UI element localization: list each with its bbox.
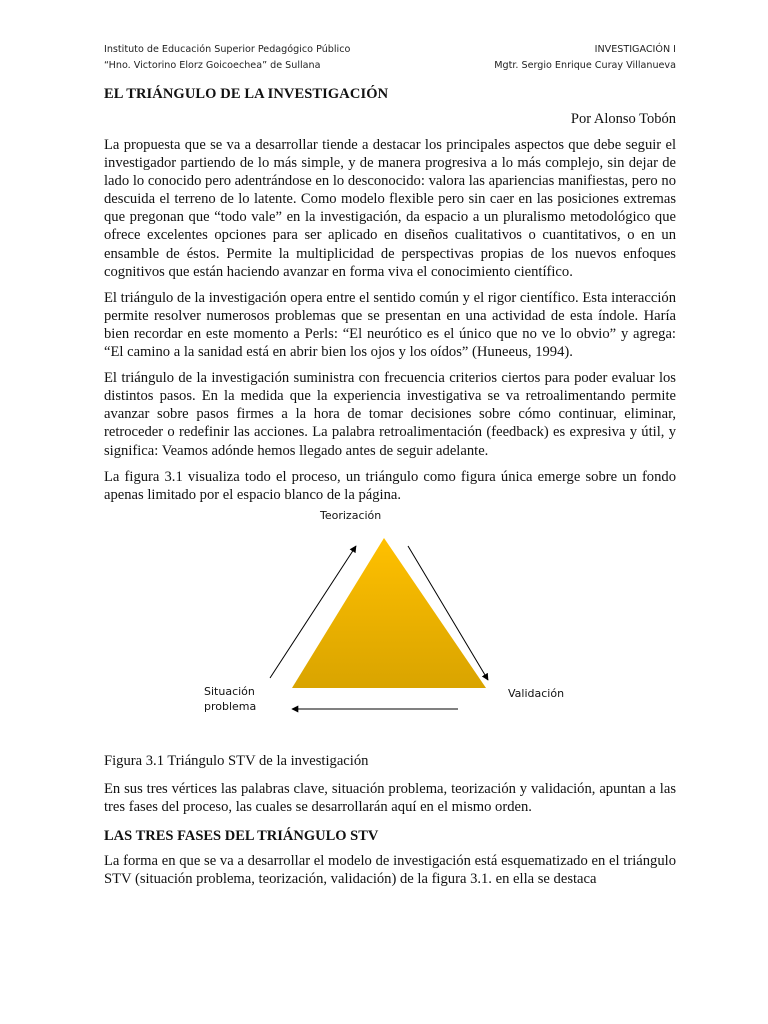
paragraph-intro: La propuesta que se va a desarrollar tiende a destacar los principales aspectos que debe seguir el investigador partiendo de lo más simple, y de manera progresiva a lo más complejo, sin dejar de lado lo conocido pero adentrándose en lo desconocido: valora las apariencias manifiestas, pero no descuida el terreno de lo latente. Como modelo flexible pero sin caer en las posiciones extremas que pregonan que “todo vale” en la investigación, da espacio a un pluralismo metodológico que ofrece excelentes opciones para ser aplicado en diseños cualitativos o cuantitativos, o en un ensamble de éstos. Permite la multiplicidad de perspectivas propias de los nuevos enfoques cognitivos que están haciendo avanzar en forma viva el conocimiento científico. [104, 137, 676, 280]
header-course: INVESTIGACIÓN I [594, 44, 676, 55]
header-institution: Instituto de Educación Superior Pedagógico Público [104, 44, 351, 55]
section-heading: LAS TRES FASES DEL TRIÁNGULO STV [104, 827, 379, 844]
stv-triangle [292, 538, 486, 688]
figure-caption: Figura 3.1 Triángulo STV de la investigación [104, 752, 369, 769]
triangle-diagram [104, 516, 676, 744]
paragraph-figure-intro: La figura 3.1 visualiza todo el proceso, un triángulo como figura única emerge sobre un fondo apenas limitado por el espacio blanco de la página. [104, 468, 676, 503]
page-title: EL TRIÁNGULO DE LA INVESTIGACIÓN [104, 86, 389, 102]
label-problem-situation: Situación problema [204, 684, 257, 713]
label-validation: Validación [508, 686, 565, 700]
header-institution-name: “Hno. Victorino Elorz Goicoechea” de Sullana [104, 60, 321, 71]
stv-triangle-figure [104, 508, 676, 744]
paragraph-vertices: En sus tres vértices las palabras clave, situación problema, teorización y validación, apuntan a las tres fases del proceso, las cuales se desarrollarán aquí en el mismo orden. [104, 780, 676, 815]
document-body [104, 84, 676, 896]
author-byline: Por Alonso Tobón [570, 111, 676, 127]
paragraph-common-sense: El triángulo de la investigación opera entre el sentido común y el rigor científico. Esta interacción permite resolver numerosos problemas que se presentan en una actividad de esta índole. Haría bien recordar en este momento a Perls: “El neurótico es el único que no ve lo obvio” y agrega: “El camino a la sanidad está en abrir bien los ojos y los oídos” (Huneeus, 1994). [104, 289, 676, 361]
header-teacher: Mgtr. Sergio Enrique Curay Villanueva [494, 60, 676, 71]
paragraph-stv-model: La forma en que se va a desarrollar el modelo de investigación está esquematizado en el triángulo STV (situación problema, teorización, validación) de la figura 3.1. en ella se destaca [104, 852, 676, 888]
paragraph-evaluation: El triángulo de la investigación suministra con frecuencia criterios ciertos para poder evaluar los distintos pasos. En la medida que la experiencia investigativa se va retroalimentando permite avanzar sobre pasos firmes a la hora de tomar decisiones sobre cómo continuar, eliminar, retroceder o redefinir las acciones. La palabra retroalimentación (feedback) es expresiva y útil, y significa: Veamos adónde hemos llegado antes de seguir adelante. [104, 370, 676, 459]
label-theorization: Teorización [320, 508, 382, 522]
page-header [104, 42, 676, 74]
